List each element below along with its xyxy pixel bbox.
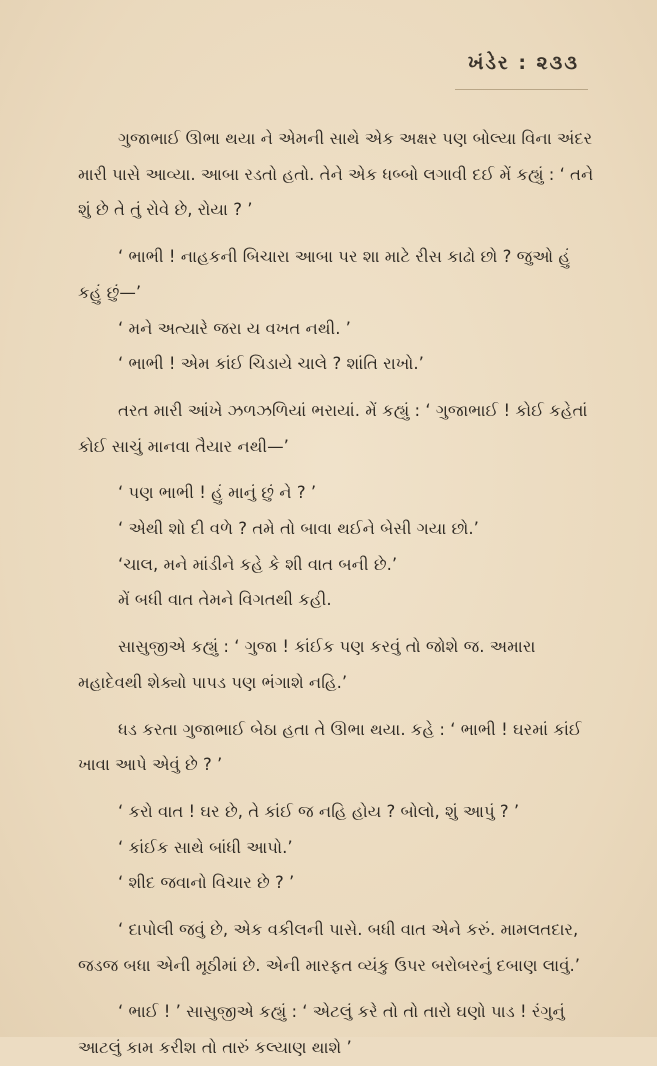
paragraph-gap — [78, 901, 598, 912]
running-header: ખંડેર : ૨૩૩ — [467, 52, 579, 74]
paragraph: ધડ કરતા ગુજાભાઈ બેઠા હતા તે ઊભા થયા. કહે : ‘ ભાભી ! ઘરમાં કાંઈ ખાવા આપે એવું છે ? ’ — [78, 719, 582, 775]
paragraph: તરત મારી આંખે ઝળઝળિયાં ભરાયાં. મેં કહ્યું : ‘ ગુજાભાઈ ! કોઈ કહેતાં કોઈ સાચું માનવા તૈયાર નથી—’ — [78, 400, 588, 456]
paragraph-gap — [78, 783, 598, 794]
paragraph: ‘ પણ ભાભી ! હું માનું છું ને ? ’ — [118, 483, 317, 503]
paragraph: ‘ચાલ, મને માંડીને કહે કે શી વાત બની છે.’ — [118, 554, 398, 574]
paragraph-gap — [78, 228, 598, 239]
paragraph: ‘ ભાઈ ! ’ સાસુજીએ કહ્યું : ‘ એટલું કરે તો તો તારો ઘણો પાડ ! રંગુનું આટલું કામ કરીશ તો તારું કલ્યાણ થાશે ’ — [78, 1002, 565, 1058]
paragraph-gap — [78, 983, 598, 994]
paragraph: ‘ દાપોલી જવું છે, એક વકીલની પાસે. બધી વાત એને કરું. મામલતદાર, જડજ બધા એની મૂઠીમાં છે. એની મારફત વ્યંકુ ઉપર બરોબરનું દબાણ લાવું.’ — [78, 920, 580, 975]
paragraph-gap — [78, 464, 598, 475]
paragraph-gap — [78, 382, 598, 393]
paragraph-gap — [78, 701, 598, 712]
paragraph: ‘ એથી શો દી વળે ? તમે તો બાવા થઈને બેસી ગયા છો.’ — [118, 519, 479, 539]
paragraph-gap — [78, 618, 598, 629]
paragraph: મેં બધી વાત તેમને વિગતથી કહી. — [118, 590, 332, 610]
header-rule — [455, 89, 588, 90]
paragraph: ‘ કાંઈક સાથે બાંધી આપો.’ — [118, 837, 293, 857]
paragraph: સાસુજીએ કહ્યું : ‘ ગુજા ! કાંઈક પણ કરવું તો જોશે જ. અમારા મહાદેવથી શેક્યો પાપડ પણ ભંગાશે નહિ.’ — [78, 637, 536, 692]
paragraph: ગુજાભાઈ ઊભા થયા ને એમની સાથે એક અક્ષર પણ બોલ્યા વિના અંદર મારી પાસે આવ્યા. આબા રડતો હતો. તેને એક ધબ્બો લગાવી દઈ મેં કહ્યું : ‘ તને શું છે તે તું રોવે છે, રોયા ? ’ — [78, 129, 594, 220]
paragraph: ‘ મને અત્યારે જરા ય વખત નથી. ’ — [118, 318, 351, 338]
paragraph: ‘ ભાભી ! નાહકની બિચારા આબા પર શા માટે રીસ કાઢો છો ? જુઓ હું કહું છું—’ — [78, 247, 571, 302]
body-text — [78, 121, 598, 1066]
paragraph: ‘ ભાભી ! એમ કાંઈ ચિડાયે ચાલે ? શાંતિ રાખો.’ — [118, 354, 424, 374]
paragraph: ‘ કરો વાત ! ઘર છે, તે કાંઈ જ નહિ હોય ? બોલો, શું આપું ? ’ — [118, 801, 520, 821]
paragraph: ‘ શીદ જવાનો વિચાર છે ? ’ — [118, 873, 295, 893]
